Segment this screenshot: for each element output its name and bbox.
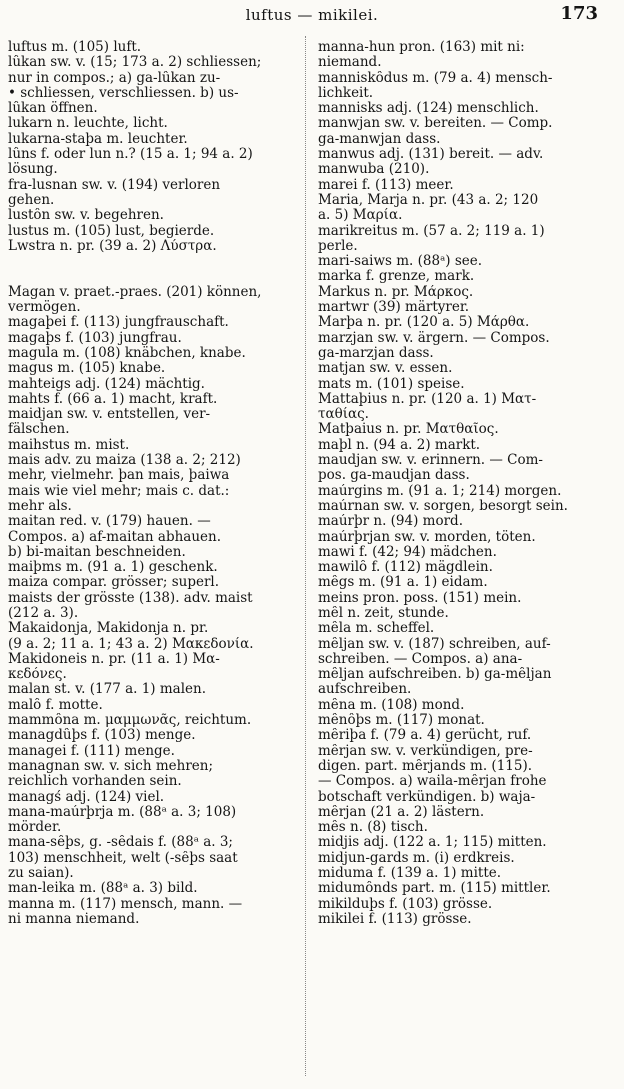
entry-line: mêljan aufschreiben. b) ga-mêljan bbox=[318, 667, 552, 683]
entry-line: mana-maúrþrja m. (88ᵃ a. 3; 108) bbox=[8, 804, 237, 820]
entry-line: fälschen. bbox=[8, 422, 70, 438]
entry-line: marei f. (113) meer. bbox=[318, 177, 454, 193]
entry-line: mênôþs m. (117) monat. bbox=[318, 713, 485, 729]
entry-line: lukarna-staþa m. leuchter. bbox=[8, 131, 188, 147]
entry-line: lûns f. oder lun n.? (15 a. 1; 94 a. 2) bbox=[8, 147, 253, 163]
entry-line: manwjan sw. v. bereiten. — Comp. bbox=[318, 116, 553, 132]
entry-line: miduma f. (139 a. 1) mitte. bbox=[318, 866, 502, 882]
entry-line: Matþaius n. pr. Ματθαῖος. bbox=[318, 422, 499, 438]
entry-line: botschaft verkündigen. b) waja- bbox=[318, 789, 536, 805]
entry-line: pos. ga-maudjan dass. bbox=[318, 468, 470, 484]
entry-line: midumônds part. m. (115) mittler. bbox=[318, 881, 551, 897]
entry-line: Makidoneis n. pr. (11 a. 1) Μα- bbox=[8, 651, 220, 667]
entry-line: martwr (39) märtyrer. bbox=[318, 300, 470, 316]
entry-line: ga-marzjan dass. bbox=[318, 345, 434, 361]
entry-line: mari-saiws m. (88ᵃ) see. bbox=[318, 254, 483, 270]
entry-line: perle. bbox=[318, 238, 358, 254]
left-column bbox=[8, 40, 295, 927]
entry-line: maúrþrjan sw. v. morden, töten. bbox=[318, 529, 536, 545]
entry-line: mikilduþs f. (103) grösse. bbox=[318, 896, 493, 912]
entry-line: mêrjan (21 a. 2) lästern. bbox=[318, 804, 485, 820]
entry-line: nur in compos.; a) ga-lûkan zu- bbox=[8, 70, 221, 86]
entry-line: lustus m. (105) lust, begierde. bbox=[8, 223, 215, 239]
entry-line: manwus adj. (131) bereit. — adv. bbox=[318, 147, 544, 163]
entry-line: man-leika m. (88ᵃ a. 3) bild. bbox=[8, 881, 198, 897]
entry-line: Lwstra n. pr. (39 a. 2) Λύστρα. bbox=[8, 238, 217, 254]
entry-line: maiþms m. (91 a. 1) geschenk. bbox=[8, 560, 218, 576]
entry-line bbox=[8, 269, 295, 284]
entry-line: mats m. (101) speise. bbox=[318, 376, 465, 392]
entry-line: ταθίας. bbox=[318, 407, 369, 423]
entry-line: mês n. (8) tisch. bbox=[318, 820, 428, 836]
entry-line: digen. part. mêrjands m. (115). bbox=[318, 758, 533, 774]
entry-line: niemand. bbox=[318, 55, 382, 71]
entry-line: marzjan sw. v. ärgern. — Compos. bbox=[318, 330, 550, 346]
column-divider bbox=[305, 36, 306, 1076]
entry-line: Marþa n. pr. (120 a. 5) Μάρθα. bbox=[318, 315, 530, 331]
entry-line: mammôna m. μαμμωνᾶς, reichtum. bbox=[8, 713, 252, 729]
entry-line: maúrnan sw. v. sorgen, besorgt sein. bbox=[318, 498, 568, 514]
entry-line: mêljan sw. v. (187) schreiben, auf- bbox=[318, 636, 551, 652]
entry-line: mawi f. (42; 94) mädchen. bbox=[318, 544, 497, 560]
entry-line: mêrjan sw. v. verkündigen, pre- bbox=[318, 743, 533, 759]
entry-line: Compos. a) af-maitan abhauen. bbox=[8, 529, 222, 545]
entry-line: mikilei f. (113) grösse. bbox=[318, 911, 472, 927]
entry-line: maþl n. (94 a. 2) markt. bbox=[318, 437, 481, 453]
entry-line: Maria, Marja n. pr. (43 a. 2; 120 bbox=[318, 192, 539, 208]
entry-line: mêl n. zeit, stunde. bbox=[318, 605, 449, 621]
entry-line: maudjan sw. v. erinnern. — Com- bbox=[318, 453, 543, 469]
entry-line: (9 a. 2; 11 a. 1; 43 a. 2) Μακεδονία. bbox=[8, 636, 254, 652]
page-header bbox=[0, 0, 624, 32]
entry-line: magula m. (108) knäbchen, knabe. bbox=[8, 345, 246, 361]
entry-line: lösung. bbox=[8, 162, 58, 178]
entry-line: mehr, vielmehr. þan mais, þaiwa bbox=[8, 468, 230, 484]
entry-line: malan st. v. (177 a. 1) malen. bbox=[8, 682, 206, 698]
entry-line: — Compos. a) waila-mêrjan frohe bbox=[318, 774, 547, 790]
entry-line: Mattaþius n. pr. (120 a. 1) Ματ- bbox=[318, 391, 537, 407]
entry-line: manwuba (210). bbox=[318, 162, 430, 178]
entry-line: mêgs m. (91 a. 1) eidam. bbox=[318, 575, 488, 591]
entry-line: maidjan sw. v. entstellen, ver- bbox=[8, 407, 211, 423]
entry-line: mais wie viel mehr; mais c. dat.: bbox=[8, 483, 230, 499]
entry-line: managei f. (111) menge. bbox=[8, 743, 175, 759]
entry-line: ga-manwjan dass. bbox=[318, 131, 441, 147]
entry-line: luftus m. (105) luft. bbox=[8, 40, 142, 55]
entry-line: • schliessen, verschliessen. b) us- bbox=[8, 85, 239, 101]
page-number: 173 bbox=[560, 3, 598, 24]
entry-line: Markus n. pr. Μάρκος. bbox=[318, 284, 474, 300]
entry-line: marka f. grenze, mark. bbox=[318, 269, 475, 285]
entry-line: maitan red. v. (179) hauen. — bbox=[8, 514, 211, 530]
entry-line: magaþs f. (103) jungfrau. bbox=[8, 330, 182, 346]
entry-line: zu saian). bbox=[8, 866, 74, 882]
entry-line: marikreitus m. (57 a. 2; 119 a. 1) bbox=[318, 223, 545, 239]
entry-line: manna-hun pron. (163) mit ni: bbox=[318, 40, 525, 55]
entry-line: reichlich vorhanden sein. bbox=[8, 774, 182, 790]
entry-line: lustôn sw. v. begehren. bbox=[8, 208, 164, 224]
entry-line: κεδόνες. bbox=[8, 667, 67, 683]
entry-line: midjis adj. (122 a. 1; 115) mitten. bbox=[318, 835, 547, 851]
running-head: luftus — mikilei. bbox=[245, 6, 379, 24]
entry-line: manna m. (117) mensch, mann. — bbox=[8, 896, 243, 912]
entry-line: (212 a. 3). bbox=[8, 605, 79, 621]
right-column bbox=[318, 40, 608, 927]
entry-line: mörder. bbox=[8, 820, 62, 836]
entry-line: maists der grösste (138). adv. maist bbox=[8, 590, 253, 606]
entry-line: mais adv. zu maiza (138 a. 2; 212) bbox=[8, 453, 241, 469]
entry-line: aufschreiben. bbox=[318, 682, 412, 698]
entry-line: fra-lusnan sw. v. (194) verloren bbox=[8, 177, 221, 193]
entry-line: managdûþs f. (103) menge. bbox=[8, 728, 196, 744]
entry-line bbox=[8, 254, 295, 269]
entry-line: mana-sêþs, g. -sêdais f. (88ᵃ a. 3; bbox=[8, 835, 233, 851]
entry-line: managnan sw. v. sich mehren; bbox=[8, 758, 213, 774]
entry-line: mawilô f. (112) mägdlein. bbox=[318, 560, 493, 576]
entry-line: mêriþa f. (79 a. 4) gerücht, ruf. bbox=[318, 728, 532, 744]
entry-line: matjan sw. v. essen. bbox=[318, 361, 453, 377]
entry-line: Makaidonja, Makidonja n. pr. bbox=[8, 621, 209, 637]
entry-line: magaþei f. (113) jungfrauschaft. bbox=[8, 315, 229, 331]
entry-line: managś adj. (124) viel. bbox=[8, 789, 165, 805]
entry-line: 103) menschheit, welt (-sêþs saat bbox=[8, 850, 238, 866]
entry-line: maúrgins m. (91 a. 1; 214) morgen. bbox=[318, 483, 562, 499]
entry-line: Magan v. praet.-praes. (201) können, bbox=[8, 284, 262, 300]
entry-line: b) bi-maitan beschneiden. bbox=[8, 544, 186, 560]
entry-line: schreiben. — Compos. a) ana- bbox=[318, 651, 523, 667]
entry-line: lûkan sw. v. (15; 173 a. 2) schliessen; bbox=[8, 55, 262, 71]
entry-line: mêna m. (108) mond. bbox=[318, 697, 465, 713]
entry-line: mêla m. scheffel. bbox=[318, 621, 435, 637]
entry-line: lichkeit. bbox=[318, 85, 374, 101]
entry-line: lukarn n. leuchte, licht. bbox=[8, 116, 168, 132]
entry-line: mehr als. bbox=[8, 498, 72, 514]
entry-line: maiza compar. grösser; superl. bbox=[8, 575, 220, 591]
entry-line: malô f. motte. bbox=[8, 697, 103, 713]
entry-line: vermögen. bbox=[8, 300, 81, 316]
entry-line: ni manna niemand. bbox=[8, 911, 140, 927]
entry-line: manniskôdus m. (79 a. 4) mensch- bbox=[318, 70, 553, 86]
entry-line: mahteigs adj. (124) mächtig. bbox=[8, 376, 205, 392]
entry-line: magus m. (105) knabe. bbox=[8, 361, 166, 377]
entry-line: gehen. bbox=[8, 192, 55, 208]
entry-line: lûkan öffnen. bbox=[8, 101, 98, 117]
entry-line: mahts f. (66 a. 1) macht, kraft. bbox=[8, 391, 218, 407]
entry-line: meins pron. poss. (151) mein. bbox=[318, 590, 522, 606]
entry-line: midjun-gards m. (i) erdkreis. bbox=[318, 850, 515, 866]
entry-line: maúrþr n. (94) mord. bbox=[318, 514, 463, 530]
entry-line: mannisks adj. (124) menschlich. bbox=[318, 101, 539, 117]
entry-line: maihstus m. mist. bbox=[8, 437, 130, 453]
entry-line: a. 5) Μαρία. bbox=[318, 208, 403, 224]
